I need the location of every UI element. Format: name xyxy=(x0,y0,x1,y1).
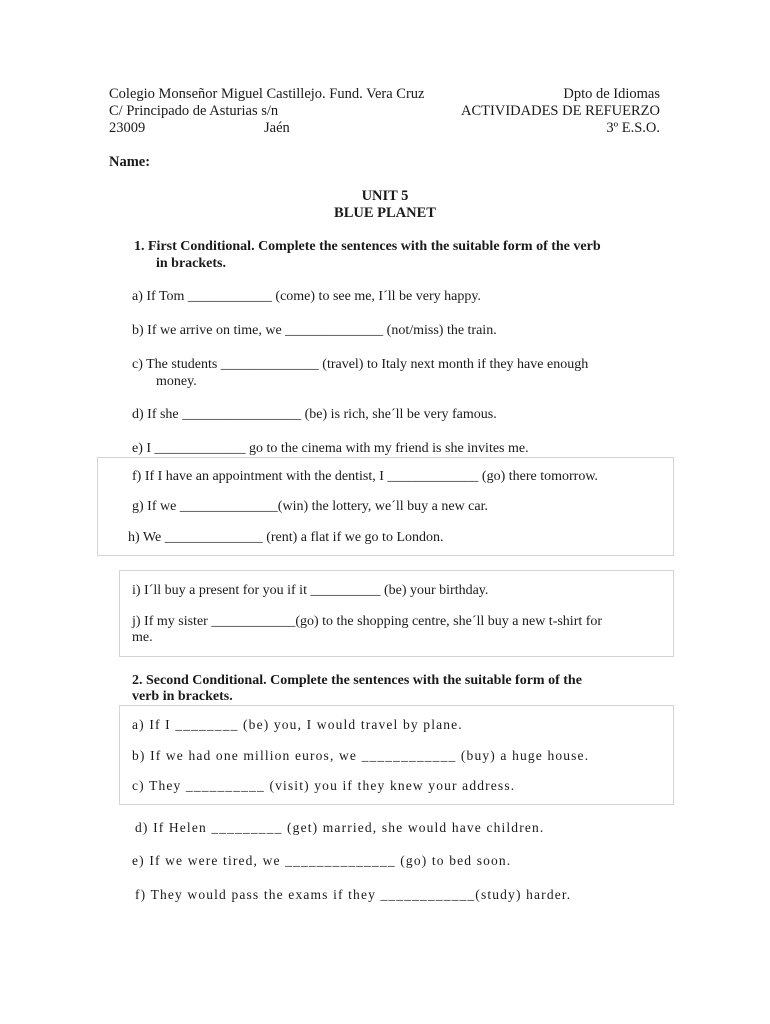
exercise-1a: a) If Tom ____________ (come) to see me, I´ll be very happy. xyxy=(132,289,481,304)
exercise-2f: f) They would pass the exams if they ____________(study) harder. xyxy=(135,887,572,902)
school-name: Colegio Monseñor Miguel Castillejo. Fund. Vera Cruz xyxy=(109,86,425,102)
section1-heading-cont: in brackets. xyxy=(156,256,226,271)
exercise-2a: a) If I ________ (be) you, I would travel by plane. xyxy=(132,717,463,732)
unit-number: UNIT 5 xyxy=(361,188,409,204)
name-label: Name: xyxy=(109,154,151,170)
unit-title: BLUE PLANET xyxy=(334,205,436,221)
exercise-1j-cont: me. xyxy=(132,630,153,645)
activities-title: ACTIVIDADES DE REFUERZO xyxy=(461,103,660,119)
exercise-2c: c) They __________ (visit) you if they knew your address. xyxy=(132,778,516,793)
exercise-1c: c) The students ______________ (travel) to Italy next month if they have enough xyxy=(132,357,589,372)
section2-heading-cont: verb in brackets. xyxy=(132,689,233,704)
exercise-1g: g) If we ______________(win) the lottery, we´ll buy a new car. xyxy=(132,499,488,514)
exercise-1d: d) If she _________________ (be) is rich, she´ll be very famous. xyxy=(132,407,497,422)
city: Jaén xyxy=(264,120,290,136)
exercise-1j: j) If my sister ____________(go) to the shopping centre, she´ll buy a new t-shirt for xyxy=(132,614,603,629)
exercise-1i: i) I´ll buy a present for you if it __________ (be) your birthday. xyxy=(132,583,489,598)
exercise-2e: e) If we were tired, we ______________ (go) to bed soon. xyxy=(132,853,512,868)
exercise-2b: b) If we had one million euros, we ____________ (buy) a huge house. xyxy=(132,748,590,763)
section2-heading: 2. Second Conditional. Complete the sentences with the suitable form of the xyxy=(132,673,582,688)
exercise-1b: b) If we arrive on time, we ______________ (not/miss) the train. xyxy=(132,323,497,338)
department: Dpto de Idiomas xyxy=(563,86,660,102)
exercise-1e: e) I _____________ go to the cinema with my friend is she invites me. xyxy=(132,441,529,456)
section1-heading: 1. First Conditional. Complete the sentences with the suitable form of the verb xyxy=(134,239,601,254)
exercise-1c-cont: money. xyxy=(156,374,197,389)
exercise-2d: d) If Helen _________ (get) married, she would have children. xyxy=(135,820,545,835)
zip-code: 23009 xyxy=(109,120,146,136)
exercise-1h: h) We ______________ (rent) a flat if we go to London. xyxy=(128,530,444,545)
grade: 3º E.S.O. xyxy=(606,120,660,136)
school-address: C/ Principado de Asturias s/n xyxy=(109,103,279,119)
exercise-1f: f) If I have an appointment with the dentist, I _____________ (go) there tomorrow. xyxy=(132,469,599,484)
